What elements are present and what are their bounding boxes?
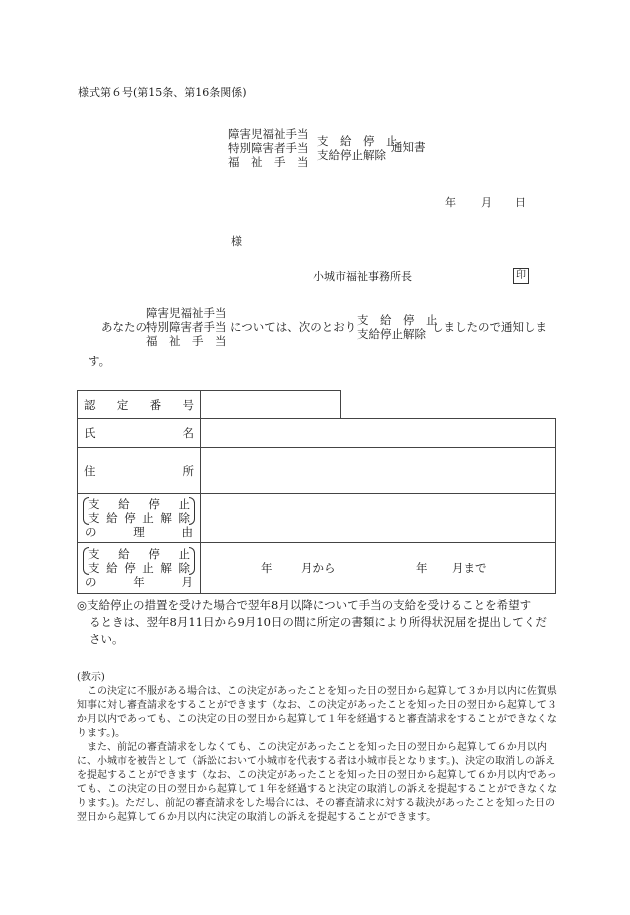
reason-tail: の 理 由: [85, 525, 193, 539]
body-prefix: あなたの: [101, 320, 147, 334]
instruction-heading: (教示): [77, 672, 105, 683]
notice-line-1: ◎支給停止の措置を受けた場合で翌年8月以降について手当の支給を受けることを希望す: [77, 598, 532, 612]
body-allowance-1: 障害児福祉手当: [146, 306, 227, 320]
table-row-name: [78, 419, 556, 448]
table-row-date: [78, 543, 556, 594]
notice-line-3: さい。: [89, 632, 124, 646]
notice-line-2: るときは、翌年8月11日から9月10日の間に所定の書類により所得状況届を提出してくだ: [89, 615, 547, 629]
name-label: 氏 名: [78, 419, 201, 448]
body-action-1: 支 給 停 止: [357, 313, 438, 327]
reason-bracket-line-1: 支 給 停 止: [88, 497, 190, 511]
addressee-suffix: 様: [231, 235, 242, 248]
cert-number-value[interactable]: [201, 391, 341, 419]
period-from-month: 月から: [301, 561, 336, 575]
body-continuation: す。: [88, 354, 111, 368]
title-action-2: 支給停止解除: [317, 148, 386, 162]
issuer-name: 小城市福祉事務所長: [313, 270, 412, 283]
body-allowance-list: [146, 306, 227, 348]
date-bracket-line-1: 支 給 停 止: [88, 547, 190, 561]
body-allowance-3: 福 祉 手 当: [146, 334, 227, 348]
address-value[interactable]: [201, 448, 556, 494]
date-bracket-line-2: 支 給 停 止 解 除: [88, 561, 190, 575]
body-allowance-2: 特別障害者手当: [146, 320, 227, 334]
period-to-year: 年: [416, 561, 428, 575]
table-row-address: [78, 448, 556, 494]
body-action-list: [357, 313, 438, 341]
instruction-paragraph-1: この決定に不服がある場合は、この決定があったことを知った日の翌日から起算して３か月以内に佐賀県知事に対し審査請求をすることができます（なお、この決定があったことを知った日の翌日から起算して３か月以内であっても、この決定の日の翌日から起算して１年を経過すると審査請求をすることができなくなります。)。: [77, 686, 557, 739]
period-from-year: 年: [261, 561, 273, 575]
date-label: [78, 543, 201, 594]
address-label: 住 所: [78, 448, 201, 494]
table-row-reason: [78, 494, 556, 543]
reason-bracket-line-2: 支 給 停 止 解 除: [88, 511, 190, 525]
title-action-1: 支 給 停 止: [317, 134, 398, 148]
date-month-label: 月: [481, 196, 492, 209]
instruction-paragraph-2: また、前記の審査請求をしなくても、この決定があったことを知った日の翌日から起算して６か月以内に、小城市を被告として（訴訟において小城市を代表する者は小城市長となります。)、決定の取消しの訴えを提起することができます（なお、この決定があったことを知った日の翌日から起算して６か月以内であっても、この決定の日の翌日から起算して１年を経過すると決定の取消しの訴えを提起することができなくなります。)。ただし、前記の審査請求をした場合には、その審査請求に対する裁決があったことを知った日の翌日から起算して６か月以内に決定の取消しの訴えを提起することができます。: [77, 742, 557, 823]
title-suffix: 通知書: [391, 140, 426, 154]
title-allowance-3: 福 祉 手 当: [228, 155, 309, 169]
title-allowance-1: 障害児福祉手当: [228, 127, 309, 141]
reason-bracket: [83, 497, 195, 525]
body-suffix: しましたので通知しま: [432, 320, 547, 334]
body-action-2: 支給停止解除: [357, 327, 426, 341]
reason-value[interactable]: [201, 494, 556, 543]
title-action-list: [317, 134, 398, 162]
form-number: 様式第６号(第15条、第16条関係): [78, 86, 247, 99]
instruction-block: [77, 671, 557, 825]
cert-number-label: 認 定 番 号: [78, 391, 201, 419]
table-row-cert-number: [78, 391, 556, 419]
seal-mark: 印: [513, 268, 529, 284]
info-table: [77, 390, 556, 594]
period-to-month: 月まで: [452, 561, 487, 575]
body-middle: については、次のとおり: [230, 320, 357, 334]
date-bracket: [83, 547, 195, 575]
title-allowance-list: [228, 127, 309, 169]
name-value[interactable]: [201, 419, 556, 448]
reason-label: [78, 494, 201, 543]
notice-block: [77, 597, 557, 648]
date-year-label: 年: [445, 196, 456, 209]
date-tail: の 年 月: [85, 575, 193, 589]
date-value[interactable]: [201, 543, 556, 594]
date-day-label: 日: [515, 196, 526, 209]
title-allowance-2: 特別障害者手当: [228, 141, 309, 155]
cert-number-blank: [341, 391, 556, 419]
